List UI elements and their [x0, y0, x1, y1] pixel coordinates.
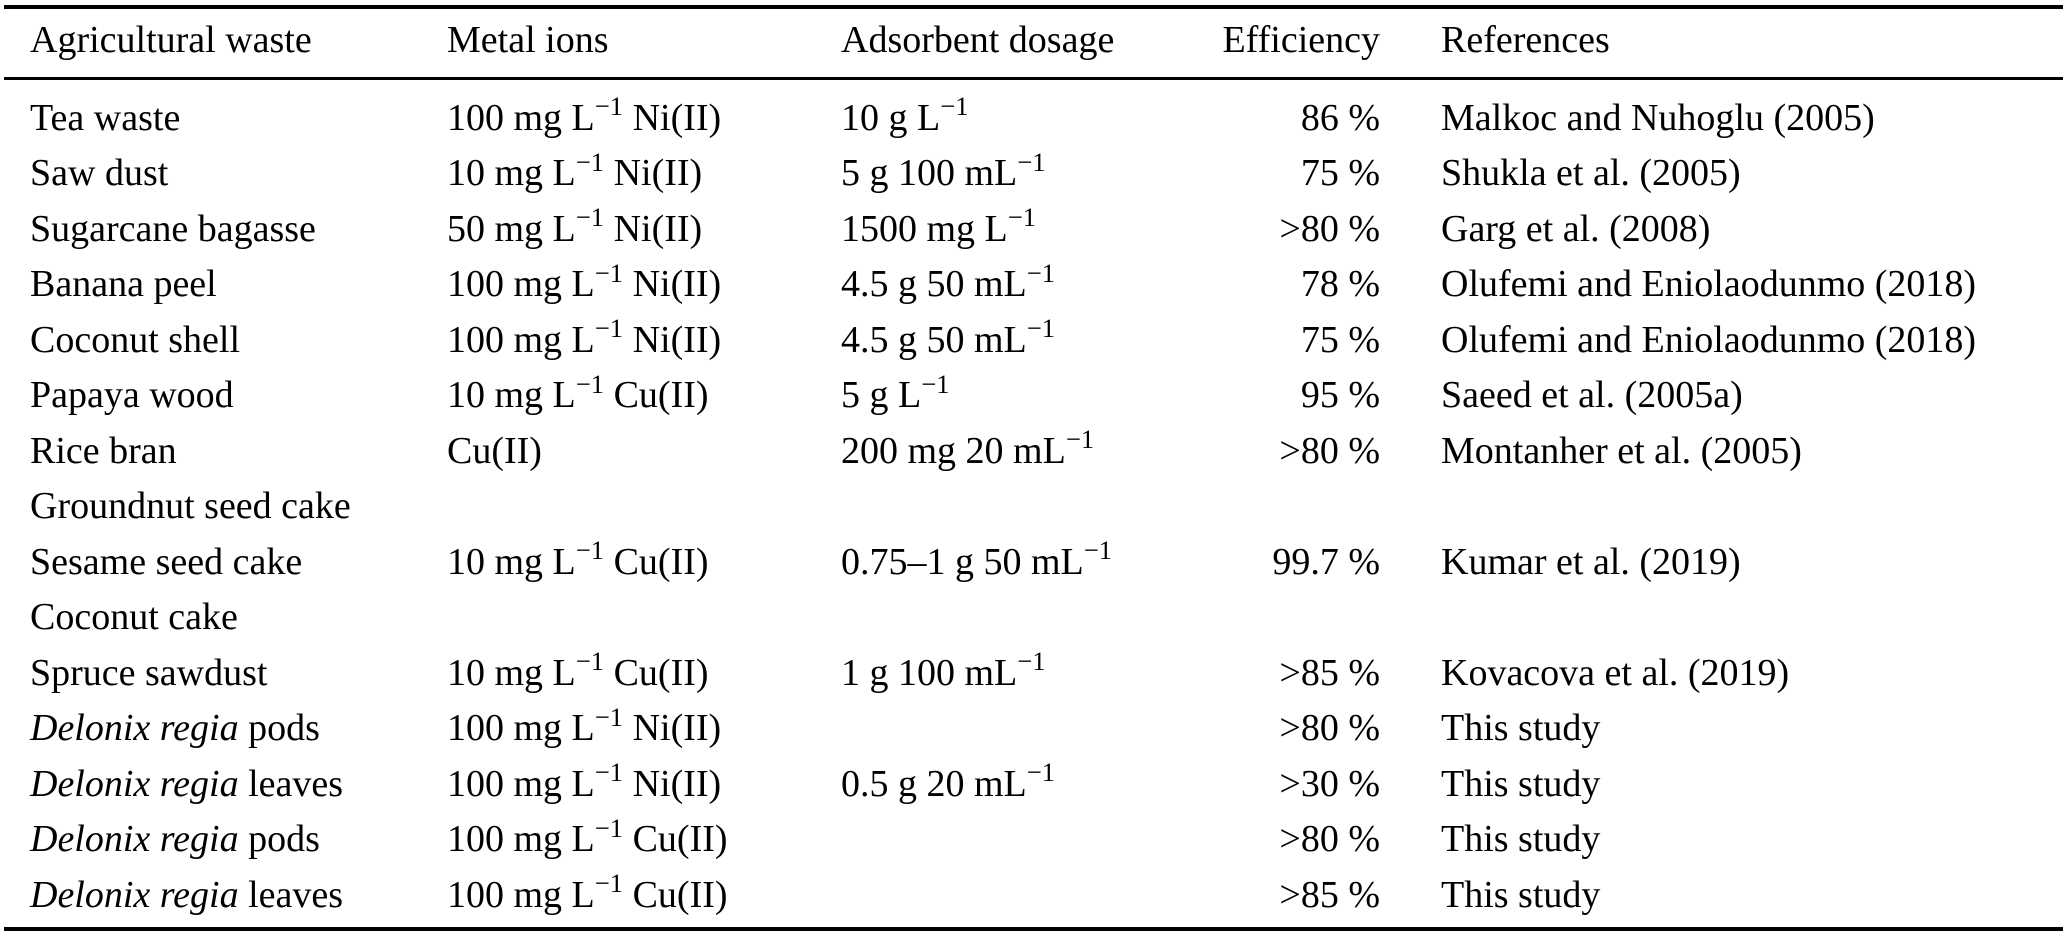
cell-adsorbent-dosage: [841, 590, 1200, 646]
table-row: [4, 90, 2063, 146]
table-row: [4, 534, 2063, 590]
cell-adsorbent-dosage: 10 g $L^{-1}$: [841, 91, 969, 139]
cell-efficiency: >80 %: [1279, 818, 1380, 861]
cell-efficiency: 86 %: [1300, 96, 1380, 139]
cell-efficiency: >30 %: [1279, 762, 1380, 805]
cell-agricultural-waste: Sugarcane bagasse: [30, 207, 316, 250]
table-row: [4, 756, 2063, 812]
cell-metal-ions: 100 mg $L^{-1}$ Ni(II): [447, 757, 722, 805]
cell-efficiency: [1200, 479, 1380, 535]
table-row: [4, 368, 2063, 424]
cell-metal-ions: [447, 479, 841, 535]
cell-agricultural-waste: Delonix regia pods: [30, 818, 320, 861]
cell-metal-ions: Cu(II): [447, 429, 542, 472]
column-header-metal-ions: Metal ions: [447, 18, 609, 61]
cell-metal-ions: 10 mg $L^{-1}$ Cu(II): [447, 368, 709, 417]
cell-efficiency: 99.7 %: [1272, 540, 1380, 583]
cell-agricultural-waste: Rice bran: [30, 429, 177, 472]
cell-agricultural-waste: Delonix regia leaves: [30, 762, 344, 805]
cell-reference: This study: [1441, 873, 1601, 916]
cell-metal-ions: 10 mg $L^{-1}$ Cu(II): [447, 646, 709, 694]
cell-agricultural-waste: Delonix regia leaves: [30, 873, 344, 916]
cell-adsorbent-dosage: 4.5 g 50 $mL^{-1}$: [841, 257, 1056, 306]
cell-adsorbent-dosage: 0.5 g 20 $mL^{-1}$: [841, 757, 1056, 805]
cell-metal-ions: 100 mg $L^{-1}$ Ni(II): [447, 313, 722, 361]
column-header-adsorbent-dosage: Adsorbent dosage: [841, 18, 1115, 61]
cell-efficiency: [1200, 590, 1380, 646]
table-row: [4, 867, 2063, 923]
cell-adsorbent-dosage: [841, 701, 1200, 757]
cell-agricultural-waste: Coconut cake: [30, 596, 238, 639]
cell-adsorbent-dosage: 0.75–1 g 50 $mL^{-1}$: [841, 535, 1113, 583]
table-row: [4, 645, 2063, 701]
cell-reference: This study: [1441, 762, 1601, 805]
cell-metal-ions: [447, 590, 841, 646]
cell-reference: Shukla et al. (2005): [1441, 152, 1741, 195]
cell-agricultural-waste: Papaya wood: [30, 374, 234, 417]
cell-adsorbent-dosage: 4.5 g 50 $mL^{-1}$: [841, 313, 1056, 361]
table-row: [4, 201, 2063, 257]
cell-adsorbent-dosage: [841, 867, 1200, 923]
cell-reference: Malkoc and Nuhoglu (2005): [1441, 96, 1875, 139]
adsorbents-comparison-table: [4, 5, 2063, 931]
cell-reference: Kovacova et al. (2019): [1441, 651, 1790, 694]
cell-metal-ions: 100 mg $L^{-1}$ Ni(II): [447, 91, 722, 139]
table-row: [4, 590, 2063, 646]
header-row: [4, 7, 2063, 78]
cell-adsorbent-dosage: 1 g 100 $mL^{-1}$: [841, 646, 1046, 694]
cell-reference: Kumar et al. (2019): [1441, 540, 1741, 583]
cell-reference: This study: [1441, 818, 1601, 861]
cell-reference: Montanher et al. (2005): [1441, 429, 1802, 472]
cell-efficiency: 75 %: [1300, 152, 1380, 195]
table-row: [4, 257, 2063, 313]
table-body: [4, 78, 2063, 929]
table-row: [4, 701, 2063, 757]
cell-metal-ions: 50 mg $L^{-1}$ Ni(II): [447, 202, 703, 250]
table-header: [4, 7, 2063, 78]
cell-metal-ions: 100 mg $L^{-1}$ Ni(II): [447, 257, 722, 306]
cell-agricultural-waste: Saw dust: [30, 152, 169, 195]
table-row: [4, 423, 2063, 479]
table-row: [4, 479, 2063, 535]
cell-efficiency: >85 %: [1279, 873, 1380, 916]
cell-efficiency: >85 %: [1279, 651, 1380, 694]
column-header-references: References: [1441, 18, 1610, 61]
cell-efficiency: >80 %: [1279, 429, 1380, 472]
cell-efficiency: 75 %: [1300, 318, 1380, 361]
cell-reference: This study: [1441, 707, 1601, 750]
cell-reference: [1380, 479, 2063, 535]
cell-agricultural-waste: Coconut shell: [30, 318, 241, 361]
column-header-agricultural-waste: Agricultural waste: [30, 18, 312, 61]
cell-adsorbent-dosage: [841, 812, 1200, 868]
cell-metal-ions: 10 mg $L^{-1}$ Ni(II): [447, 146, 703, 195]
cell-efficiency: >80 %: [1279, 707, 1380, 750]
cell-metal-ions: 10 mg $L^{-1}$ Cu(II): [447, 535, 709, 583]
cell-adsorbent-dosage: 1500 mg $L^{-1}$: [841, 202, 1037, 250]
cell-reference: Olufemi and Eniolaodunmo (2018): [1441, 263, 1977, 306]
cell-agricultural-waste: Tea waste: [30, 96, 181, 139]
table-row: [4, 812, 2063, 868]
column-header-efficiency: Efficiency: [1222, 18, 1380, 61]
cell-adsorbent-dosage: 200 mg 20 $mL^{-1}$: [841, 424, 1095, 472]
cell-efficiency: >80 %: [1279, 207, 1380, 250]
cell-reference: [1380, 590, 2063, 646]
cell-reference: Saeed et al. (2005a): [1441, 374, 1743, 417]
table-row: [4, 146, 2063, 202]
cell-efficiency: 95 %: [1300, 374, 1380, 417]
cell-efficiency: 78 %: [1300, 263, 1380, 306]
cell-agricultural-waste: Delonix regia pods: [30, 707, 320, 750]
table-row: [4, 312, 2063, 368]
cell-adsorbent-dosage: 5 g $L^{-1}$: [841, 368, 950, 417]
cell-adsorbent-dosage: [841, 479, 1200, 535]
cell-agricultural-waste: Spruce sawdust: [30, 651, 268, 694]
cell-metal-ions: 100 mg $L^{-1}$ Cu(II): [447, 812, 728, 861]
cell-agricultural-waste: Groundnut seed cake: [30, 485, 351, 528]
cell-agricultural-waste: Banana peel: [30, 263, 217, 306]
cell-agricultural-waste: Sesame seed cake: [30, 540, 303, 583]
cell-metal-ions: 100 mg $L^{-1}$ Ni(II): [447, 701, 722, 750]
cell-metal-ions: 100 mg $L^{-1}$ Cu(II): [447, 868, 728, 916]
cell-reference: Garg et al. (2008): [1441, 207, 1711, 250]
cell-reference: Olufemi and Eniolaodunmo (2018): [1441, 318, 1977, 361]
cell-adsorbent-dosage: 5 g 100 $mL^{-1}$: [841, 146, 1046, 195]
